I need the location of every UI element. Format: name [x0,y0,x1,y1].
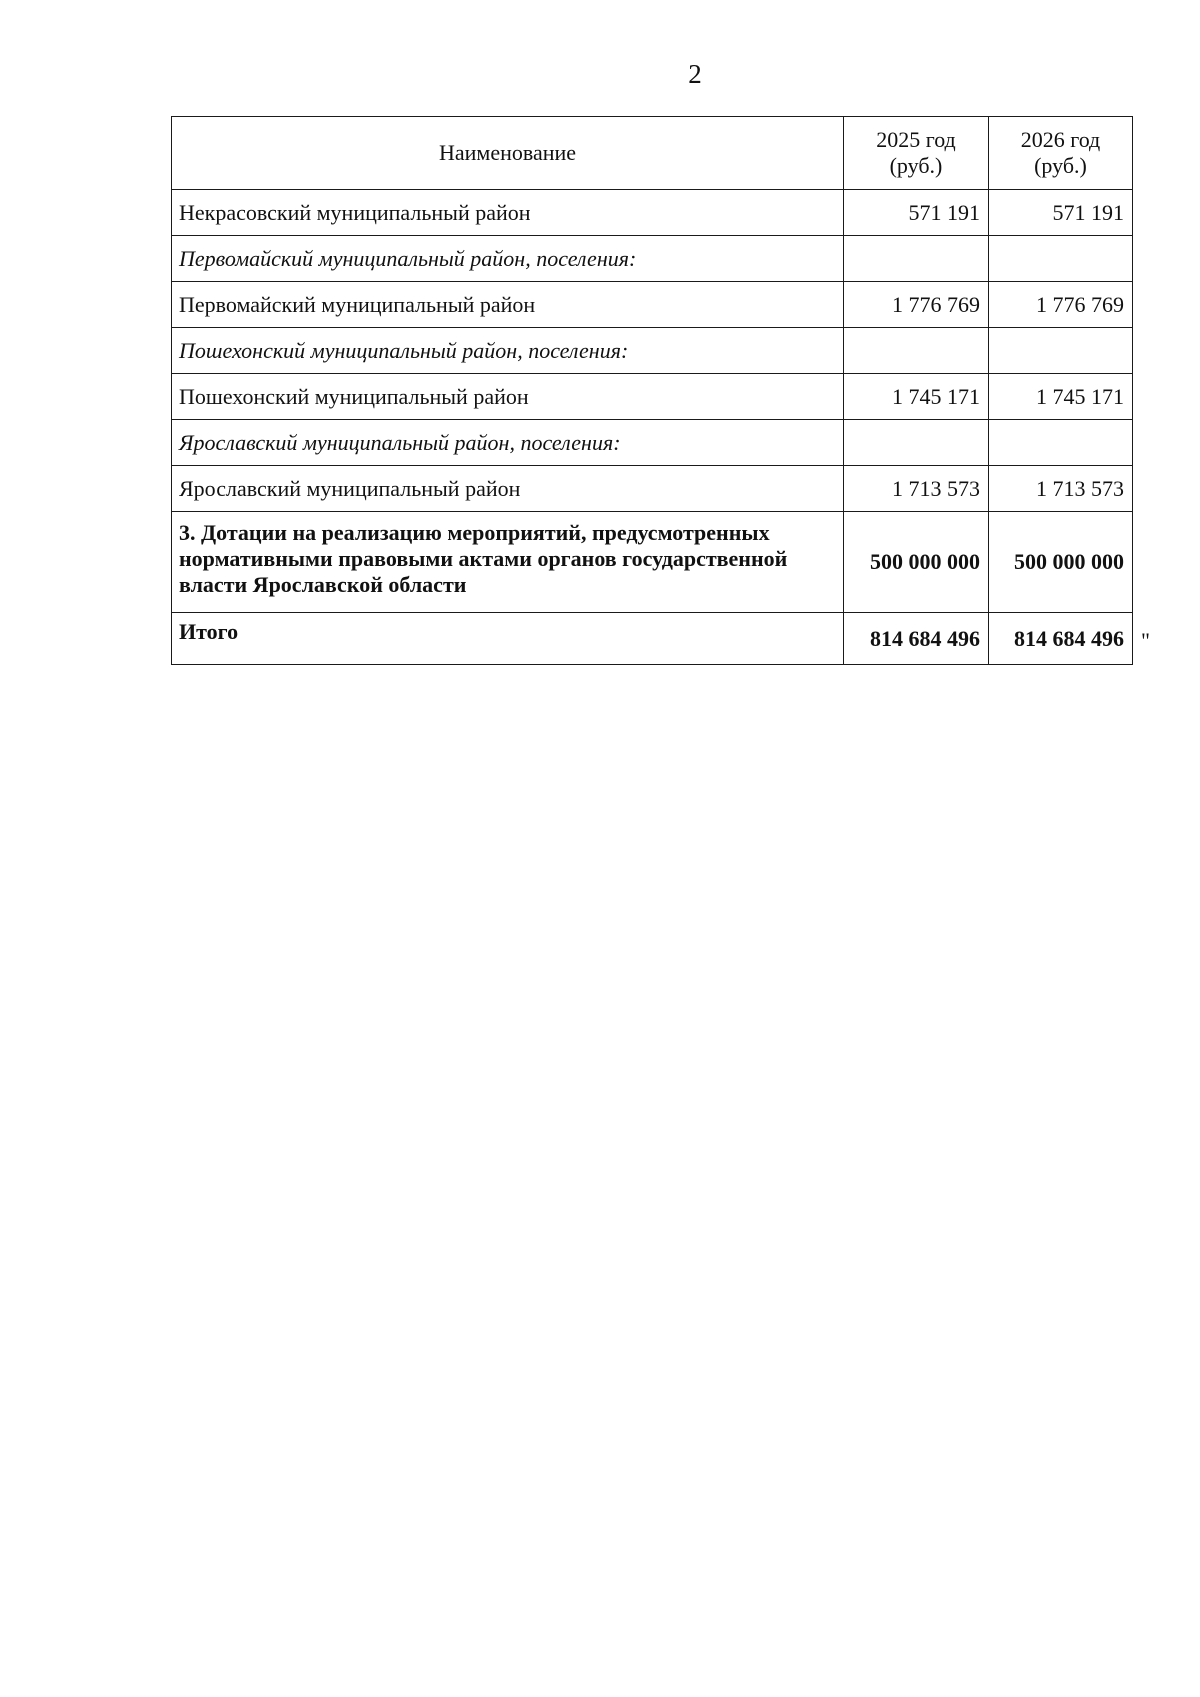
header-year-2026: 2026 год (руб.) [989,117,1133,190]
header-row [172,117,1133,190]
row-value-2025 [844,236,989,282]
table-header [172,117,1133,190]
row-value-2026: 571 191 [989,190,1133,236]
row-value-2025: 1 776 769 [844,282,989,328]
row-value-2026: 814 684 496 [989,613,1133,665]
row-value-2025: 1 745 171 [844,374,989,420]
table-row [172,190,1133,236]
row-name: Ярославский муниципальный район, поселения: [172,420,844,466]
row-value-2025: 814 684 496 [844,613,989,665]
header-year-2025: 2025 год (руб.) [844,117,989,190]
table-row [172,374,1133,420]
table-row-total [172,613,1133,665]
row-name: Итого [172,613,844,665]
row-name: Первомайский муниципальный район [172,282,844,328]
table-row-section [172,512,1133,613]
header-name: Наименование [172,117,844,190]
page-number: 2 [688,59,702,89]
row-name: Пошехонский муниципальный район [172,374,844,420]
row-value-2025: 1 713 573 [844,466,989,512]
row-name: 3. Дотации на реализацию мероприятий, предусмотренных нормативными правовыми актами органов государственной власти Ярославской области [172,512,844,613]
row-name: Некрасовский муниципальный район [172,190,844,236]
budget-table [171,116,1133,665]
row-value-2026 [989,328,1133,374]
table-row [172,282,1133,328]
row-value-2025 [844,328,989,374]
row-value-2025: 500 000 000 [844,512,989,613]
row-value-2025: 571 191 [844,190,989,236]
row-value-2026: 500 000 000 [989,512,1133,613]
table-row [172,466,1133,512]
row-name: Ярославский муниципальный район [172,466,844,512]
row-name: Пошехонский муниципальный район, поселения: [172,328,844,374]
table-body [172,190,1133,665]
closing-quote: " [1141,628,1150,653]
row-name: Первомайский муниципальный район, поселения: [172,236,844,282]
table-row-subheader [172,328,1133,374]
row-value-2026: 1 745 171 [989,374,1133,420]
row-value-2026: 1 713 573 [989,466,1133,512]
table-row-subheader [172,420,1133,466]
row-value-2025 [844,420,989,466]
table-row-subheader [172,236,1133,282]
row-value-2026 [989,236,1133,282]
row-value-2026: 1 776 769 [989,282,1133,328]
row-value-2026 [989,420,1133,466]
